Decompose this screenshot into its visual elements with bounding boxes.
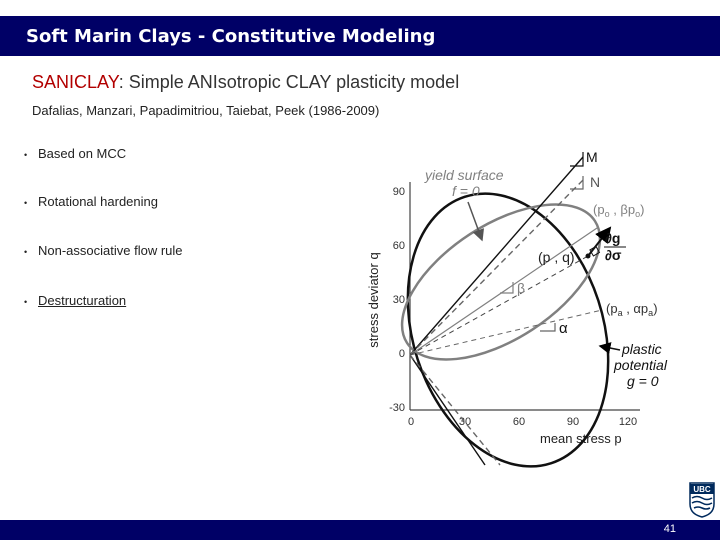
po-label-close: ) bbox=[640, 202, 645, 217]
page-number: 41 bbox=[663, 523, 676, 535]
pa-label bbox=[606, 301, 658, 318]
bullet-item bbox=[24, 243, 183, 258]
yield-surface-curve bbox=[376, 173, 626, 391]
bullet-item bbox=[24, 194, 158, 209]
bullet-item[interactable] bbox=[24, 293, 126, 308]
x-tick-label: 90 bbox=[566, 416, 580, 428]
n-line bbox=[410, 180, 583, 355]
bullet-dot: • bbox=[24, 296, 28, 307]
y-tick-label: 60 bbox=[392, 240, 405, 252]
y-tick-label: -30 bbox=[389, 402, 405, 414]
label-m: M bbox=[586, 149, 598, 165]
subtitle-text: : Simple ANIsotropic CLAY plasticity model bbox=[118, 72, 460, 92]
pa-label-sub2: a bbox=[648, 308, 654, 318]
po-label bbox=[593, 202, 644, 219]
bullet-dot: • bbox=[24, 197, 28, 208]
plastic-potential-label: plastic bbox=[622, 341, 662, 357]
ubc-logo bbox=[688, 482, 716, 518]
plastic-potential-label: potential bbox=[614, 357, 667, 373]
slide-subtitle bbox=[32, 72, 459, 93]
title-bar bbox=[0, 0, 720, 74]
po-label-open: (p bbox=[593, 202, 605, 217]
x-tick-label: 60 bbox=[512, 416, 526, 428]
beta-label: β bbox=[517, 280, 526, 296]
bullet-label: Non-associative flow rule bbox=[38, 243, 183, 258]
plastic-potential-equation: g = 0 bbox=[627, 373, 659, 389]
po-label-sub2: o bbox=[635, 209, 641, 219]
yield-surface-equation: f = 0 bbox=[452, 183, 480, 199]
slide-title: Soft Marin Clays - Constitutive Modeling bbox=[26, 26, 436, 47]
subtitle-acronym: SANICLAY bbox=[32, 72, 119, 92]
destructuration-link[interactable]: Destructuration bbox=[38, 293, 127, 308]
plastic-potential-pointer bbox=[600, 346, 620, 350]
y-tick-label: 90 bbox=[392, 186, 405, 198]
gradient-numerator: ∂g bbox=[605, 230, 621, 246]
stress-line bbox=[410, 256, 588, 355]
x-tick-label: 30 bbox=[458, 416, 472, 428]
x-axis-label: mean stress p bbox=[540, 431, 622, 446]
y-tick-label: 30 bbox=[392, 294, 405, 306]
bullet-dot: • bbox=[24, 246, 28, 257]
bullet-label: Rotational hardening bbox=[38, 194, 158, 209]
gradient-denominator: ∂σ bbox=[605, 247, 622, 263]
x-tick-label: 0 bbox=[407, 416, 415, 428]
beta-slope-marker bbox=[500, 282, 513, 293]
ubc-logo-text: UBC bbox=[693, 485, 711, 494]
po-label-mid: , βp bbox=[609, 202, 636, 217]
bullet-item bbox=[24, 146, 126, 161]
pa-label-mid: , αp bbox=[622, 301, 649, 316]
y-tick-label: 0 bbox=[398, 348, 405, 360]
yield-surface-label: yield surface bbox=[425, 167, 504, 183]
footer-bar bbox=[0, 520, 720, 540]
po-label-sub: o bbox=[604, 209, 610, 219]
pa-label-sub: a bbox=[617, 308, 623, 318]
authors-line: Dafalias, Manzari, Papadimitriou, Taiebat, Peek (1986-2009) bbox=[32, 103, 380, 118]
saniclay-diagram bbox=[360, 140, 690, 470]
bullet-label: Based on MCC bbox=[38, 146, 127, 161]
bullet-dot: • bbox=[24, 149, 28, 160]
alpha-line bbox=[410, 310, 602, 355]
alpha-label: α bbox=[559, 320, 568, 337]
pa-label-close: ) bbox=[653, 301, 658, 316]
pa-label-open: (p bbox=[606, 301, 618, 316]
pq-label: (p , q) bbox=[538, 249, 575, 265]
y-axis-label: stress deviator q bbox=[366, 252, 381, 348]
x-tick-label: 120 bbox=[618, 416, 638, 428]
label-n: N bbox=[590, 174, 601, 190]
